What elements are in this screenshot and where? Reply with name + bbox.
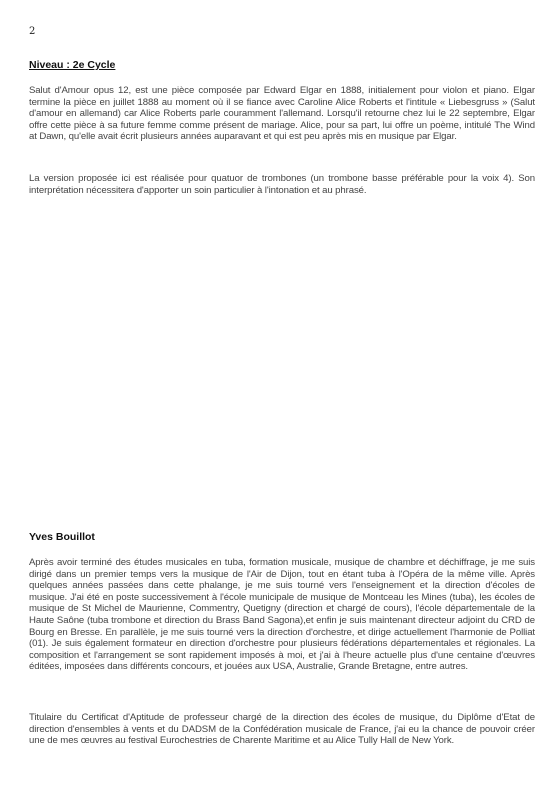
page-number: 2 [29,26,36,37]
description-paragraph: Salut d'Amour opus 12, est une pièce composée par Edward Elgar en 1888, initialement pour violon et piano. Elgar termine la pièce en juillet 1888 au moment où il se fiance avec Caroline Alice Roberts et l'intitule « Liebesgruss » (Salut d'amour en allemand) car Alice Roberts parle couramment l'allemand. Lorsqu'il retourne chez lui le 22 septembre, Elgar offre cette pièce à sa future femme comme présent de mariage. Alice, pour sa part, lui offre un poème, intitulé The Wind at Dawn, qu'elle avait écrit plusieurs années auparavant et qui est peu après mis en musique par Elgar. [29,85,535,143]
author-heading: Yves Bouillot [29,531,95,543]
level-heading: Niveau : 2e Cycle [29,59,116,71]
bio-paragraph: Titulaire du Certificat d'Aptitude de professeur chargé de la direction des écoles de musique, du Diplôme d'Etat de direction d'ensembles à vents et du DADSM de la Confédération musicale de France, j'ai eu la chance de pouvoir créer une de mes œuvres au festival Eurochestries de Charente Maritime et au Alice Tully Hall de New York. [29,712,535,747]
description-paragraph: La version proposée ici est réalisée pour quatuor de trombones (un trombone basse préférable pour la voix 4). Son interprétation nécessitera d'apporter un soin particulier à l'intonation et au phrasé. [29,173,535,196]
bio-paragraph: Après avoir terminé des études musicales en tuba, formation musicale, musique de chambre et déchiffrage, je me suis dirigé dans un premier temps vers la musique de l'Air de Dijon, tout en étant tuba à l'Opéra de la même ville. Après quelques années passées dans cette phalange, je me suis tourné vers l'enseignement et la direction d'écoles de musique. J'ai été en poste successivement à l'école municipale de musique de Montceau les Mines (tuba), les écoles de musique de St Michel de Maurienne, Commentry, Quetigny (direction et chargé de cours), l'école départementale de la Haute Saône (tuba trombone et direction du Brass Band Sagona),et enfin je suis maintenant directeur adjoint du CRD de Bourg en Bresse. En parallèle, je me suis tourné vers la direction d'orchestre, et dirige actuellement l'harmonie de Polliat (01). Je suis également formateur en direction d'orchestre pour plusieurs fédérations départementales et régionales. La composition et l'arrangement se sont rapidement imposés à moi, et j'ai à l'heure actuelle plus d'une centaine d'œuvres éditées, imposées dans différents concours, et jouées aux USA, Australie, Grande Bretagne, entre autres. [29,557,535,673]
